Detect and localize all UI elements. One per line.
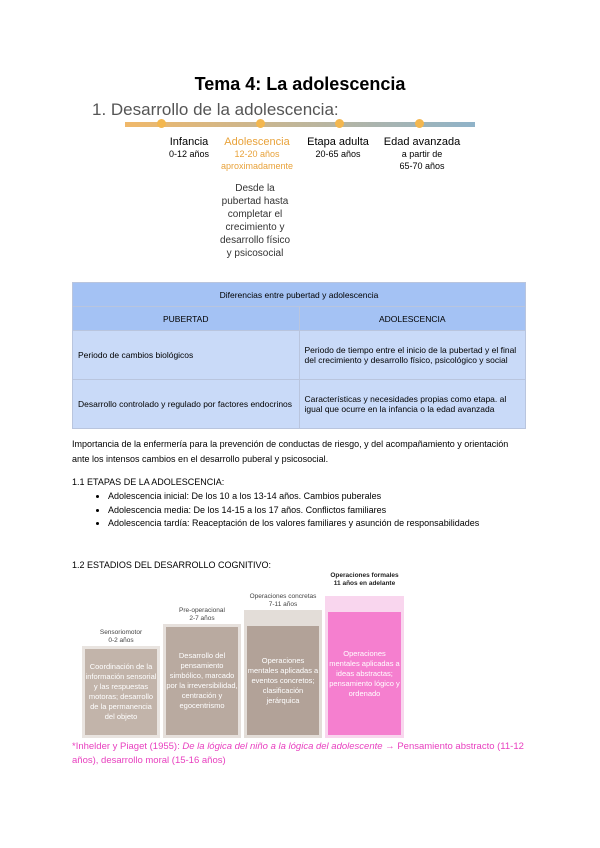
timeline-dot — [415, 119, 424, 128]
difference-table — [72, 282, 526, 429]
table-row — [73, 331, 526, 380]
timeline-stage-infancia — [163, 136, 215, 160]
stage-age: 11 años en adelante — [333, 580, 396, 587]
table-cell: Periodo de cambios biológicos — [73, 331, 300, 380]
timeline-stage-adolescencia — [218, 136, 296, 172]
stage-box-concretas — [244, 610, 322, 738]
book-title: De la lógica del niño a la lógica del adolescente — [182, 741, 383, 752]
adolescence-timeline — [125, 120, 475, 268]
adolescence-description: Desde la pubertad hasta completar el crecimiento y desarrollo físico y psicosocial — [219, 183, 291, 259]
table-title: Diferencias entre pubertad y adolescencia — [73, 283, 526, 307]
section-heading-1-2: 1.2 ESTADIOS DEL DESARROLLO COGNITIVO: — [72, 560, 272, 570]
stage-age: 7-11 años — [268, 601, 298, 608]
stage-name: Etapa adulta — [307, 136, 369, 148]
stage-age: 2-7 años — [189, 615, 215, 622]
table-cell: Características y necesidades propias como etapa. al igual que ocurre en la infancia o la edad avanzada — [299, 380, 526, 429]
stage-range: 20-65 años — [315, 149, 361, 159]
stage-name: Sensoriomotor — [99, 629, 143, 636]
stage-range: 12-20 años — [234, 149, 280, 159]
stage-range-note: aproximadamente — [220, 161, 294, 171]
note-prefix: *Inhelder y Piaget (1955): — [72, 741, 183, 752]
stage-age: 0-2 años — [108, 637, 134, 644]
stage-range: 0-12 años — [168, 149, 210, 159]
note-suffix: → Pensamiento abstracto (11-12 años), desarrollo moral (15-16 años) — [72, 741, 524, 766]
cognitive-stages-diagram — [82, 573, 404, 738]
stage-description: Desarrollo del pensamiento simbólico, marcado por la irreversibilidad, centración y egocentrismo — [166, 627, 238, 735]
stage-description: Coordinación de la información sensorial y las respuestas motoras; desarrollo de la permanencia del objeto — [85, 649, 157, 735]
timeline-dot — [157, 119, 166, 128]
list-item: • Adolescencia tardía: Reaceptación de los valores familiares y asunción de responsabilidades — [108, 517, 563, 531]
stage-name: Operaciones formales — [330, 572, 399, 579]
list-item: • Adolescencia media: De los 14-15 a los 17 años. Conflictos familiares — [108, 504, 563, 518]
column-header-pubertad: PUBERTAD — [73, 307, 300, 331]
column-header-adolescencia: ADOLESCENCIA — [299, 307, 526, 331]
adolescence-stages-list — [72, 490, 563, 531]
stage-label — [82, 629, 160, 645]
stage-label — [163, 607, 241, 623]
stage-box-formales — [325, 596, 404, 738]
piaget-note — [72, 740, 532, 768]
timeline-dot — [335, 119, 344, 128]
stage-description: Operaciones mentales aplicadas a ideas abstractas; pensamiento lógico y ordenado — [328, 612, 401, 735]
stage-label — [244, 593, 322, 609]
timeline-stage-avanzada — [380, 136, 464, 172]
stage-label — [325, 572, 404, 588]
section-heading-1: 1. Desarrollo de la adolescencia: — [92, 100, 339, 119]
list-item: • Adolescencia inicial: De los 10 a los 13-14 años. Cambios puberales — [108, 490, 563, 504]
page-title: Tema 4: La adolescencia — [194, 74, 406, 94]
stage-description: Operaciones mentales aplicadas a eventos concretos; clasificación jerárquica — [247, 626, 319, 735]
stage-name: Adolescencia — [224, 136, 290, 148]
stage-name: Infancia — [169, 136, 209, 148]
stage-range: a partir de — [401, 149, 443, 159]
table-cell: Periodo de tiempo entre el inicio de la pubertad y el final del crecimiento y desarrollo físico, psicológico y social — [299, 331, 526, 380]
timeline-dot — [256, 119, 265, 128]
timeline-stage-adulta — [303, 136, 373, 160]
stage-box-sensoriomotor — [82, 646, 160, 738]
importance-paragraph: Importancia de la enfermería para la prevención de conductas de riesgo, y del acompañamiento y orientación ante los intensos cambios en el desarrollo puberal y psicosocial. — [72, 439, 509, 464]
table-row — [73, 380, 526, 429]
section-heading-1-1: 1.1 ETAPAS DE LA ADOLESCENCIA: — [72, 477, 225, 487]
table-cell: Desarrollo controlado y regulado por factores endocrinos — [73, 380, 300, 429]
stage-name: Operaciones concretas — [249, 593, 317, 600]
stage-box-preoperacional — [163, 624, 241, 738]
stage-name: Edad avanzada — [383, 136, 461, 148]
stage-range-note: 65-70 años — [399, 161, 445, 171]
stage-name: Pre-operacional — [179, 607, 225, 614]
